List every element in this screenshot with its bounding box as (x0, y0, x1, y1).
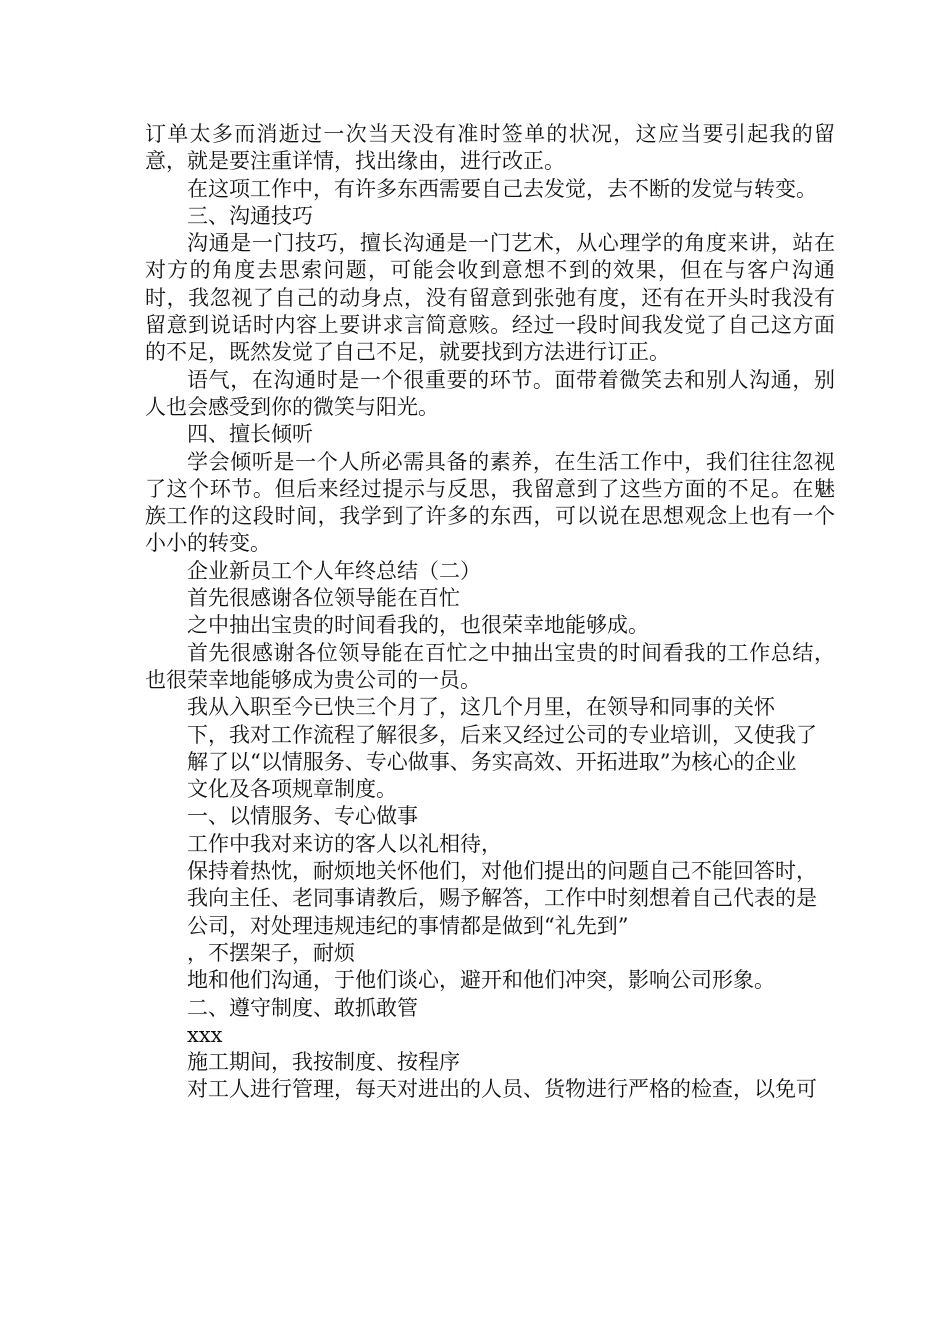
paragraph-7: 之中抽出宝贵的时间看我的，也很荣幸地能够成。 (187, 613, 649, 638)
section-heading-service: 一、以情服务、专心做事 (187, 804, 418, 829)
paragraph-12: 文化及各项规章制度。 (187, 777, 397, 802)
paragraph-21: 对工人进行管理，每天对进出的人员、货物进行严格的检查，以免可 (187, 1077, 817, 1102)
paragraph-18: 地和他们沟通，于他们谈心，避开和他们冲突，影响公司形象。 (187, 968, 775, 993)
paragraph-6: 首先很感谢各位领导能在百忙 (187, 586, 460, 611)
paragraph-4: 语气，在沟通时是一个很重要的环节。面带着微笑去和别人沟通，别人也会感受到你的微笑与阳光。 (145, 367, 835, 419)
section-heading-rules: 二、遵守制度、敢抓敢管 (187, 995, 418, 1020)
document-body (145, 121, 835, 1104)
paragraph-17: ，不摆架子，耐烦 (187, 940, 355, 965)
paragraph-5: 学会倾听是一个人所必需具备的素养，在生活工作中，我们往往忽视了这个环节。但后来经过提示与反思，我留意到了这些方面的不足。在魅族工作的这段时间，我学到了许多的东西，可以说在思想观念上也有一个小小的转变。 (145, 449, 835, 556)
paragraph-20: 施工期间，我按制度、按程序 (187, 1050, 460, 1075)
paragraph-11: 解了以“以情服务、专心做事、务实高效、开拓进取”为核心的企业 (187, 749, 797, 774)
paragraph-2: 在这项工作中，有许多东西需要自己去发觉，去不断的发觉与转变。 (187, 176, 817, 201)
paragraph-1: 订单太多而消逝过一次当天没有准时签单的状况，这应当要引起我的留意，就是要注重详情，找出缘由，进行改正。 (145, 122, 835, 174)
paragraph-16: 公司，对处理违规违纪的事情都是做到“礼先到” (187, 913, 629, 938)
paragraph-8: 首先很感谢各位领导能在百忙之中抽出宝贵的时间看我的工作总结，也很荣幸地能够成为贵公司的一员。 (145, 640, 835, 692)
section-heading-communication: 三、沟通技巧 (187, 203, 313, 228)
paragraph-13: 工作中我对来访的客人以礼相待， (187, 831, 502, 856)
paragraph-15: 我向主任、老同事请教后，赐予解答，工作中时刻想着自己代表的是 (187, 886, 817, 911)
document-subtitle: 企业新员工个人年终总结（二） (187, 558, 481, 583)
section-heading-listening: 四、擅长倾听 (187, 422, 313, 447)
paragraph-10: 下，我对工作流程了解很多，后来又经过公司的专业培训，又使我了 (187, 722, 817, 747)
paragraph-19: xxx (187, 1022, 223, 1047)
paragraph-14: 保持着热忱，耐烦地关怀他们，对他们提出的问题自己不能回答时， (187, 859, 817, 884)
paragraph-3: 沟通是一门技巧，擅长沟通是一门艺术，从心理学的角度来讲，站在对方的角度去思索问题，可能会收到意想不到的效果，但在与客户沟通时，我忽视了自己的动身点，没有留意到张弛有度，还有在开头时我没有留意到说话时内容上要讲求言简意赅。经过一段时间我发觉了自己这方面的不足，既然发觉了自己不足，就要找到方法进行订正。 (145, 231, 835, 365)
paragraph-9: 我从入职至今已快三个月了，这几个月里，在领导和同事的关怀 (187, 695, 775, 720)
